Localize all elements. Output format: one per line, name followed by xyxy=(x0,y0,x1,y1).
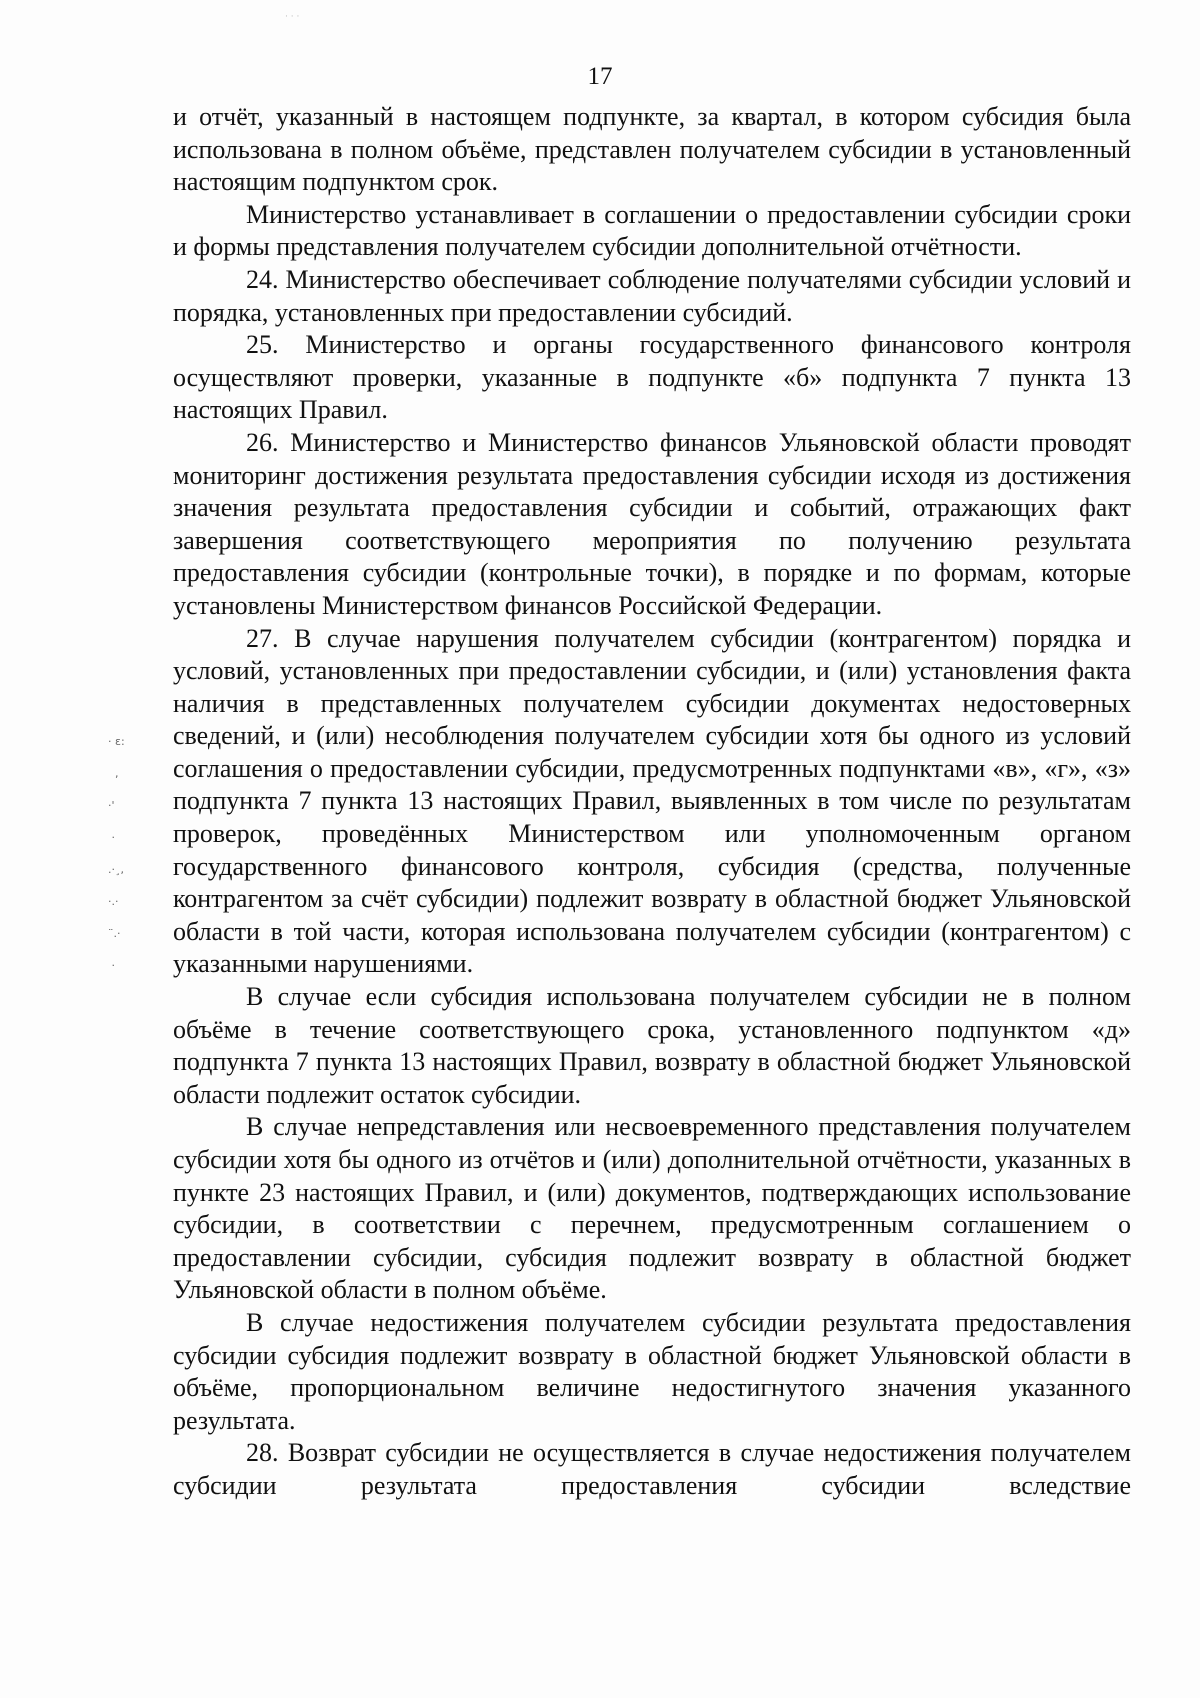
document-body xyxy=(173,101,1131,1503)
paragraph-24: 24. Министерство обеспечивает соблюдение получателями субсидии условий и порядка, установленных при предоставлении субсидий. xyxy=(173,264,1131,327)
paragraph-continuation: и отчёт, указанный в настоящем подпункте, за квартал, в котором субсидия была использована в полном объёме, представлен получателем субсидии в установленный настоящим подпунктом срок. xyxy=(173,102,1131,197)
paragraph-25: 25. Министерство и органы государственного финансового контроля осуществляют проверки, указанные в подпункте «б» подпункта 7 пункта 13 настоящих Правил. xyxy=(173,330,1131,425)
scan-artifact: · · · xyxy=(285,12,300,22)
paragraph: В случае недостижения получателем субсидии результата предоставления субсидии субсидия подлежит возврату в областной бюджет Ульяновской области в объёме, пропорциональном величине недостигнутого значения указанного результата. xyxy=(173,1307,1131,1435)
paragraph: Министерство устанавливает в соглашении о предоставлении субсидии сроки и формы представления получателем субсидии дополнительной отчётности. xyxy=(173,199,1131,262)
paragraph: В случае непредставления или несвоевременного представления получателем субсидии хотя бы одного из отчётов и (или) дополнительной отчётности, указанных в пункте 23 настоящих Правил, и (или) документов, подтверждающих использование субсидии, в соответствии с перечнем, предусмотренным соглашением о предоставлении субсидии, субсидия подлежит возврату в областной бюджет Ульяновской области в полном объёме. xyxy=(173,1112,1131,1305)
page-number: 17 xyxy=(587,63,613,90)
paragraph-27: 27. В случае нарушения получателем субсидии (контрагентом) порядка и условий, установленных при предоставлении субсидии, и (или) установления факта наличия в представленных получателем субсидии документах недостоверных сведений, и (или) несоблюдения получателем субсидии хотя бы одного из условий соглашения о предоставлении субсидии, предусмотренных подпунктами «в», «г», «з» подпункта 7 пункта 13 настоящих Правил, выявленных в том числе по результатам проверок, проведённых Министерством или уполномоченным органом государственного финансового контроля, субсидия (средства, полученные контрагентом за счёт субсидии) подлежит возврату в областной бюджет Ульяновской области в той части, которая использована получателем субсидии (контрагентом) с указанными нарушениями. xyxy=(173,623,1131,979)
paragraph-26: 26. Министерство и Министерство финансов Ульяновской области проводят мониторинг достижения результата предоставления субсидии исходя из достижения значения результата предоставления субсидии и событий, отражающих факт завершения соответствующего мероприятия по получению результата предоставления субсидии (контрольные точки), в порядке и по формам, которые установлены Министерством финансов Российской Федерации. xyxy=(173,427,1131,620)
document-page: · · · 17 и отчёт, указанный в настоящем подпункте, за квартал, в котором субсидия была использована в полном объёме, представлен получателем субсидии в установленный настоящим подпунктом срок. Министерство устанавливает в соглашении о предоставлении субсидии сроки и формы представления получателем субсидии дополнительной отчётности. 24. Министерство обеспечивает соблюдение получателями субсидии условий и порядка, установленных при предоставлении субсидий. 25. Министерство и органы государственного финансового контроля осуществляют проверки, указанные в подпункте «б» подпункта 7 пункта 13 настоящих Правил. 26. Министерство и Министерство финансов Ульяновской области проводят мониторинг достижения результата предоставления субсидии исходя из достижения значения результата предоставления субсидии и событий, отражающих факт завершения соответствующего мероприятия по получению результата предоставления субсидии (контрольные точки), в порядке и по формам, которые установлены Министерством финансов Российской Федерации. 27. В случае нарушения получателем субсидии (контрагентом) порядка и условий, установленных при предоставлении субсидии, и (или) установления факта наличия в представленных получателем субсидии документах недостоверных сведений, и (или) несоблюдения получателем субсидии хотя бы одного из условий соглашения о предоставлении субсидии, предусмотренных подпунктами «в», «г», «з» подпункта 7 пункта 13 настоящих Правил, выявленных в том числе по результатам проверок, проведённых Министерством или уполномоченным органом государственного финансового контроля, субсидия (средства, полученные контрагентом за счёт субсидии) подлежит возврату в областной бюджет Ульяновской области в той части, которая использована получателем субсидии (контрагентом) с указанными нарушениями. В случае если субсидия использована получателем субсидии не в полном объёме в течение соответствующего срока, установленного подпунктом «д» подпункта 7 пункта 13 настоящих Правил, возврату в областной бюджет Ульяновской области подлежит остаток субсидии. В случае непредставления или несвоевременного представления получателем субсидии хотя бы одного из отчётов и (или) дополнительной отчётности, указанных в пункте 23 настоящих Правил, и (или) документов, подтверждающих использование субсидии, в соответствии с перечнем, предусмотренным соглашением о предоставлении субсидии, субсидия подлежит возврату в областной бюджет Ульяновской области в полном объёме. В случае недостижения получателем субсидии результата предоставления субсидии субсидия подлежит возврату в областной бюджет Ульяновской области в объёме, пропорциональном величине недостигнутого значения указанного результата. 28. Возврат субсидии не осуществляется в случае недостижения получателем субсидии результата предоставления субсидии вследствие · ε: , ·' · .·¸, ·.· ¨.· · xyxy=(0,0,1200,1698)
paragraph-28: 28. Возврат субсидии не осуществляется в случае недостижения получателем субсидии результата предоставления субсидии вследствие xyxy=(173,1438,1131,1500)
paragraph: В случае если субсидия использована получателем субсидии не в полном объёме в течение соответствующего срока, установленного подпунктом «д» подпункта 7 пункта 13 настоящих Правил, возврату в областной бюджет Ульяновской области подлежит остаток субсидии. xyxy=(173,982,1131,1109)
